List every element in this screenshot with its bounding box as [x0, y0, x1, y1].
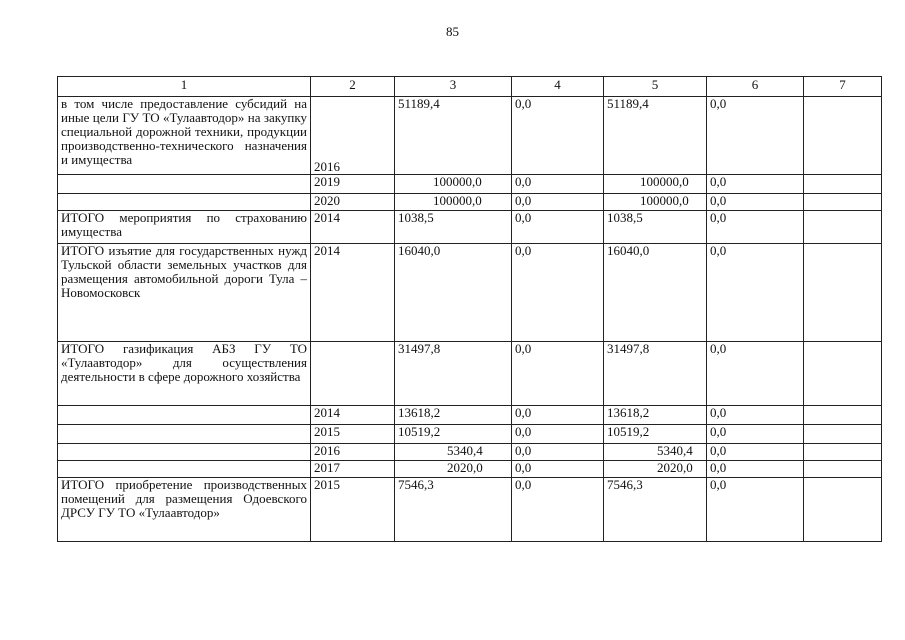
- cell-col5: 10519,2: [604, 425, 707, 444]
- row-description: ИТОГО газификация АБЗ ГУ ТО «Тулаавтодор» для осуществления деятельности в сфере дорожного хозяйства: [58, 342, 311, 406]
- row-description: [58, 194, 311, 211]
- row-description: [58, 461, 311, 478]
- row-year: 2014: [311, 211, 395, 244]
- cell-col7: [804, 461, 882, 478]
- cell-col6: 0,0: [707, 194, 804, 211]
- cell-col4: 0,0: [512, 461, 604, 478]
- cell-col6: 0,0: [707, 425, 804, 444]
- cell-total: 100000,0: [395, 194, 512, 211]
- cell-col6: 0,0: [707, 406, 804, 425]
- column-header: 3: [395, 77, 512, 97]
- cell-col5: 16040,0: [604, 244, 707, 342]
- row-description: [58, 175, 311, 194]
- cell-col4: 0,0: [512, 342, 604, 406]
- row-year: 2016: [311, 97, 395, 175]
- cell-col5: 51189,4: [604, 97, 707, 175]
- cell-total: 51189,4: [395, 97, 512, 175]
- row-description: в том числе предоставление субсидий на иные цели ГУ ТО «Тулаавтодор» на закупку специальной дорожной техники, продукции производственно-технического назначения и имущества: [58, 97, 311, 175]
- cell-col7: [804, 211, 882, 244]
- cell-col4: 0,0: [512, 97, 604, 175]
- cell-col7: [804, 444, 882, 461]
- cell-col5: 100000,0: [604, 175, 707, 194]
- cell-col7: [804, 478, 882, 542]
- cell-col6: 0,0: [707, 478, 804, 542]
- cell-total: 10519,2: [395, 425, 512, 444]
- row-description: [58, 425, 311, 444]
- cell-col7: [804, 175, 882, 194]
- cell-col6: 0,0: [707, 461, 804, 478]
- cell-col6: 0,0: [707, 342, 804, 406]
- cell-col4: 0,0: [512, 406, 604, 425]
- cell-total: 13618,2: [395, 406, 512, 425]
- table-row: [58, 478, 882, 542]
- cell-col7: [804, 425, 882, 444]
- cell-col6: 0,0: [707, 97, 804, 175]
- row-year: 2015: [311, 425, 395, 444]
- cell-total: 100000,0: [395, 175, 512, 194]
- cell-col4: 0,0: [512, 194, 604, 211]
- column-header: 7: [804, 77, 882, 97]
- cell-col7: [804, 406, 882, 425]
- table-row: [58, 444, 882, 461]
- row-year: 2019: [311, 175, 395, 194]
- row-description: ИТОГО приобретение производственных помещений для размещения Одоевского ДРСУ ГУ ТО «Тулаавтодор»: [58, 478, 311, 542]
- cell-col5: 13618,2: [604, 406, 707, 425]
- row-description: [58, 406, 311, 425]
- row-description: [58, 444, 311, 461]
- row-year: 2020: [311, 194, 395, 211]
- column-header: 4: [512, 77, 604, 97]
- cell-col6: 0,0: [707, 211, 804, 244]
- table-row: [58, 175, 882, 194]
- table-row: [58, 406, 882, 425]
- cell-col4: 0,0: [512, 444, 604, 461]
- row-year: 2015: [311, 478, 395, 542]
- cell-col5: 2020,0: [604, 461, 707, 478]
- table-row: [58, 342, 882, 406]
- cell-col4: 0,0: [512, 211, 604, 244]
- cell-col4: 0,0: [512, 175, 604, 194]
- page-number: 85: [446, 24, 459, 39]
- header-row: [58, 77, 882, 97]
- cell-col5: 31497,8: [604, 342, 707, 406]
- cell-col5: 7546,3: [604, 478, 707, 542]
- row-year: 2017: [311, 461, 395, 478]
- row-year: 2014: [311, 406, 395, 425]
- cell-col5: 5340,4: [604, 444, 707, 461]
- row-year: 2016: [311, 444, 395, 461]
- cell-total: 7546,3: [395, 478, 512, 542]
- column-header: 6: [707, 77, 804, 97]
- row-year: [311, 342, 395, 406]
- cell-col5: 1038,5: [604, 211, 707, 244]
- cell-total: 5340,4: [395, 444, 512, 461]
- budget-table: [57, 76, 882, 542]
- cell-col7: [804, 342, 882, 406]
- cell-col7: [804, 244, 882, 342]
- table-row: [58, 194, 882, 211]
- column-header: 5: [604, 77, 707, 97]
- cell-col6: 0,0: [707, 175, 804, 194]
- row-description: ИТОГО изъятие для государственных нужд Тульской области земельных участков для размещения автомобильной дороги Тула – Новомосковск: [58, 244, 311, 342]
- table-row: [58, 97, 882, 175]
- row-year: 2014: [311, 244, 395, 342]
- cell-total: 1038,5: [395, 211, 512, 244]
- table-row: [58, 461, 882, 478]
- cell-total: 16040,0: [395, 244, 512, 342]
- table-row: [58, 244, 882, 342]
- cell-col7: [804, 97, 882, 175]
- cell-col6: 0,0: [707, 244, 804, 342]
- table-row: [58, 425, 882, 444]
- cell-col6: 0,0: [707, 444, 804, 461]
- table-row: [58, 211, 882, 244]
- cell-col4: 0,0: [512, 478, 604, 542]
- cell-total: 2020,0: [395, 461, 512, 478]
- cell-col5: 100000,0: [604, 194, 707, 211]
- row-description: ИТОГО мероприятия по страхованию имущества: [58, 211, 311, 244]
- cell-total: 31497,8: [395, 342, 512, 406]
- cell-col4: 0,0: [512, 425, 604, 444]
- column-header: 1: [58, 77, 311, 97]
- column-header: 2: [311, 77, 395, 97]
- cell-col7: [804, 194, 882, 211]
- cell-col4: 0,0: [512, 244, 604, 342]
